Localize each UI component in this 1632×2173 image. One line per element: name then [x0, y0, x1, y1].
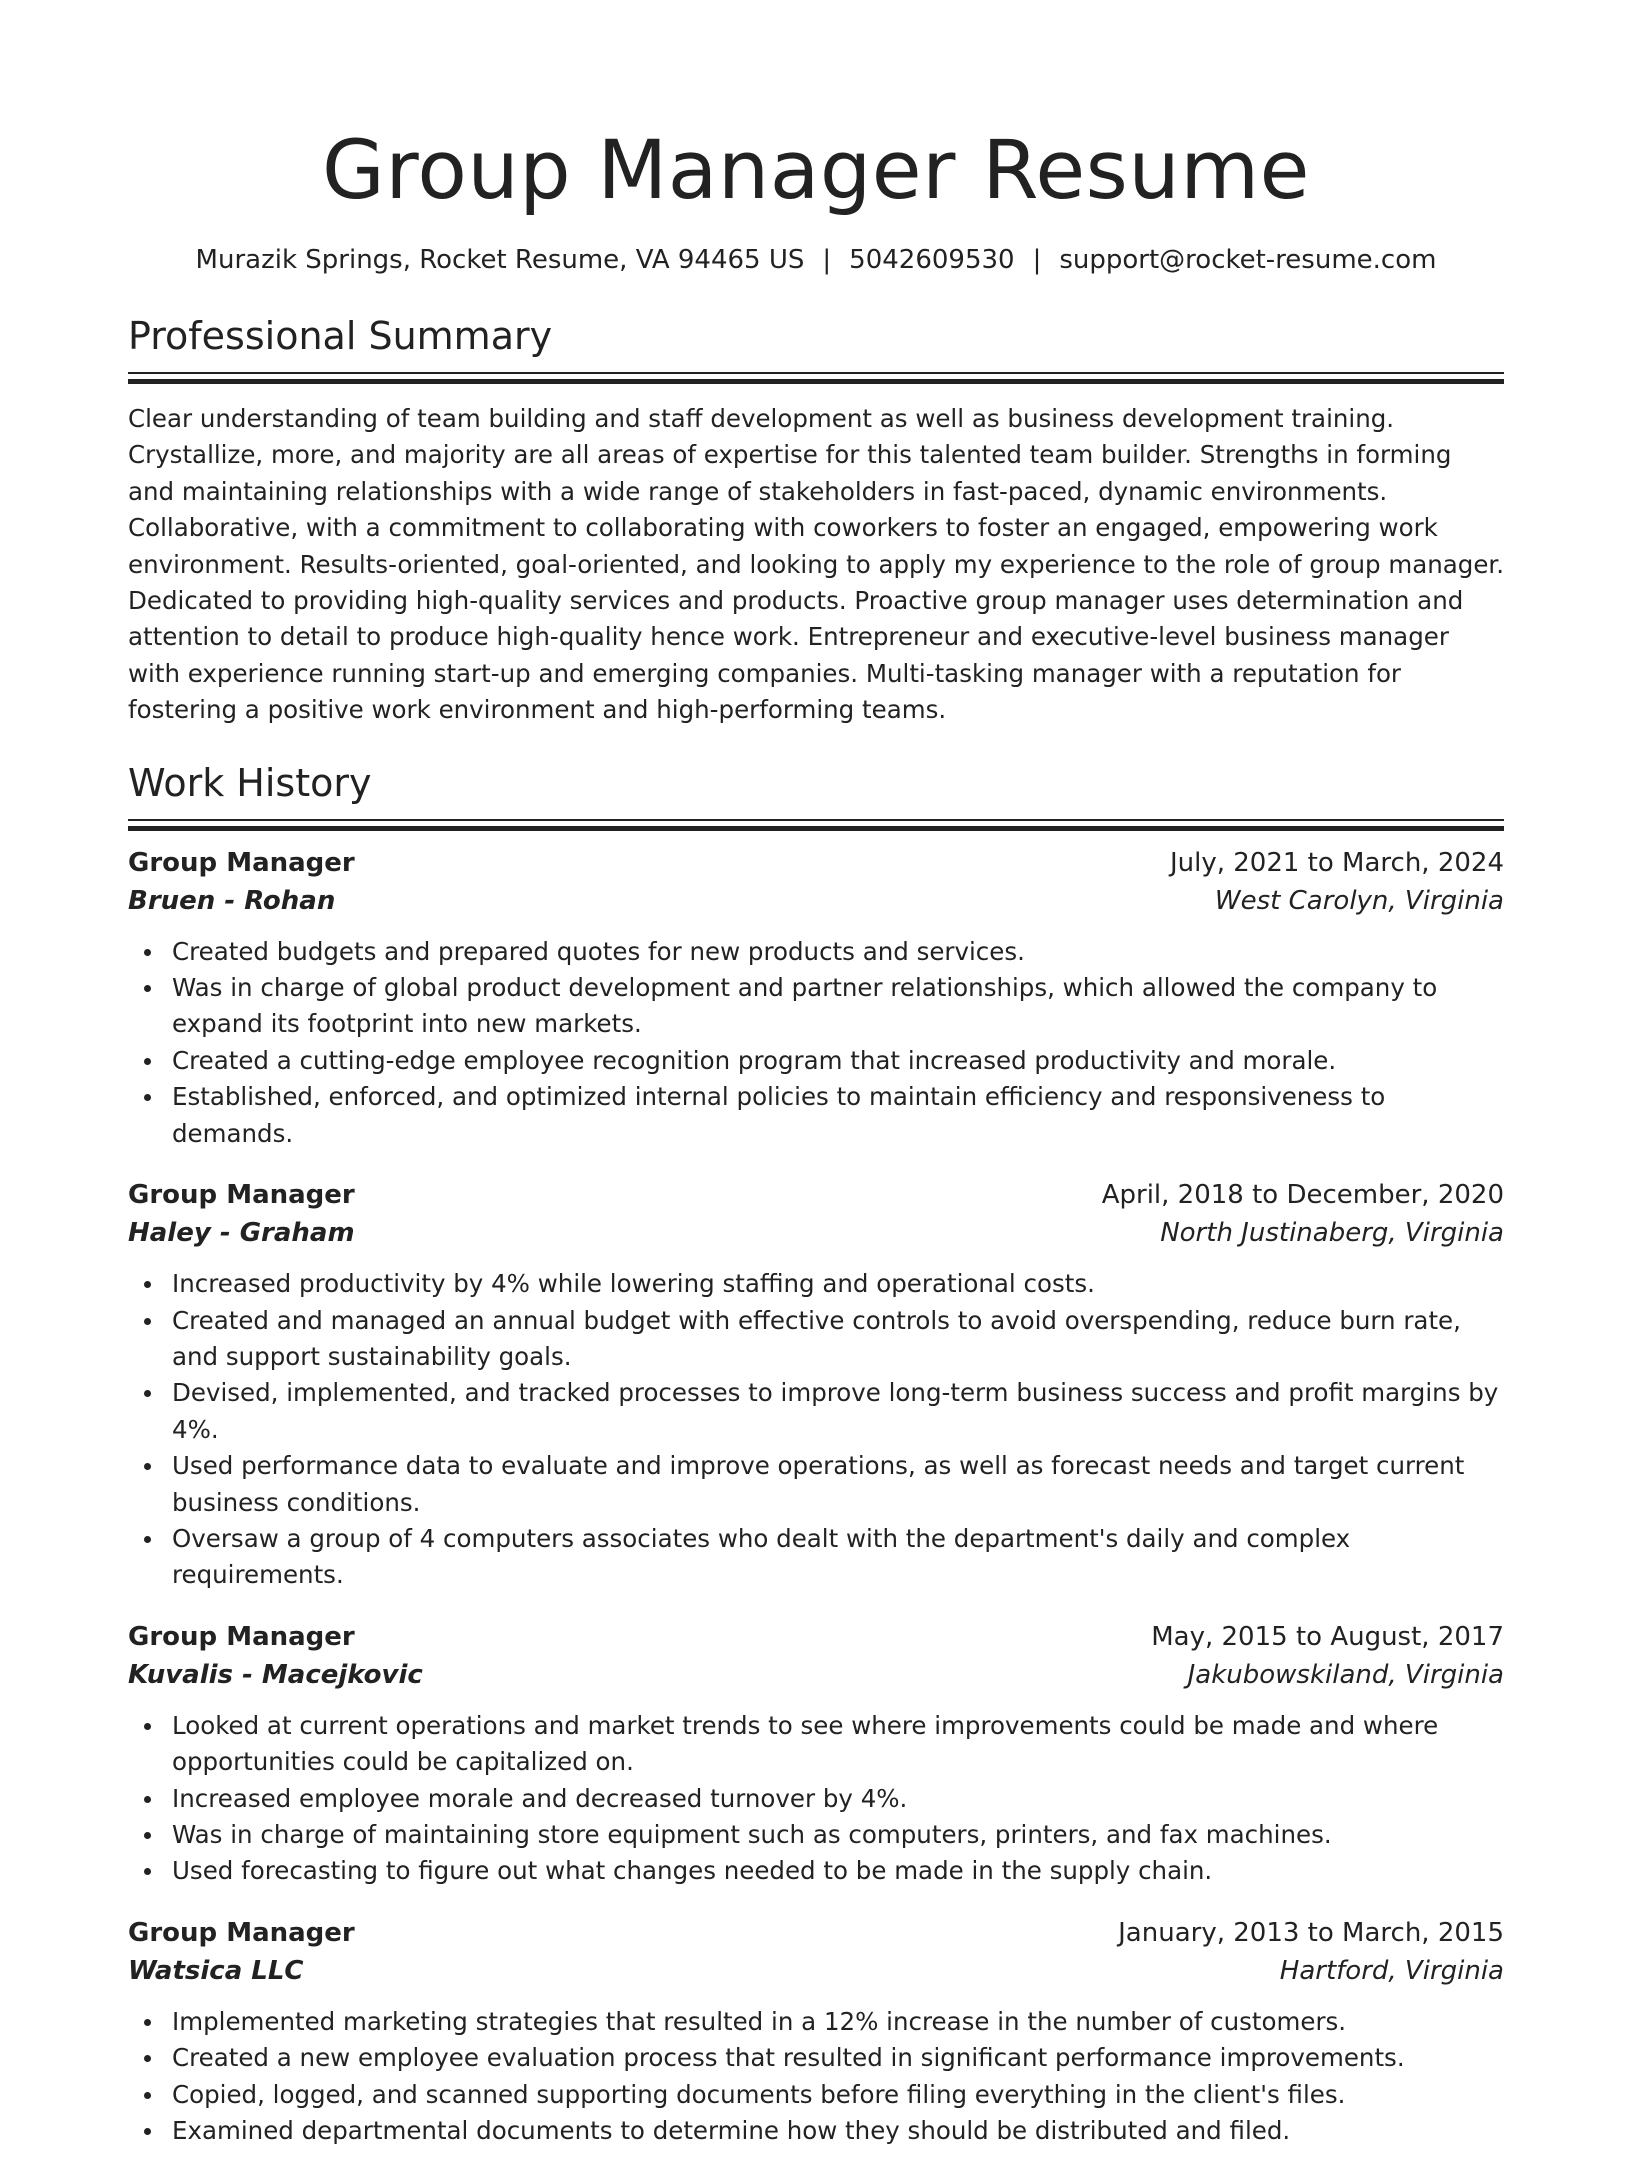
work-history-section: [128, 759, 1504, 2150]
job-title: Group Manager: [128, 1917, 355, 1948]
job-header-row: [128, 1176, 1504, 1214]
job-bullets: [128, 2004, 1504, 2150]
job-bullet: Oversaw a group of 4 computers associates who dealt with the department's daily and complex requirements.: [128, 1521, 1504, 1594]
job-entry: [128, 1914, 1504, 2150]
job-dates: May, 2015 to August, 2017: [1151, 1621, 1504, 1652]
contact-separator: |: [1032, 245, 1042, 275]
job-bullet: Copied, logged, and scanned supporting documents before filing everything in the client's files.: [128, 2077, 1504, 2113]
job-bullet: Established, enforced, and optimized internal policies to maintain efficiency and responsiveness to demands.: [128, 1079, 1504, 1152]
job-bullet: Used performance data to evaluate and improve operations, as well as forecast needs and target current business conditions.: [128, 1448, 1504, 1521]
job-location: Hartford, Virginia: [1279, 1955, 1504, 1986]
job-company: Haley - Graham: [128, 1218, 355, 1249]
job-bullet: Created and managed an annual budget with effective controls to avoid overspending, reduce burn rate, and support sustainability goals.: [128, 1303, 1504, 1376]
job-bullet: Was in charge of global product development and partner relationships, which allowed the company to expand its footprint into new markets.: [128, 970, 1504, 1043]
job-bullets: [128, 1266, 1504, 1594]
job-company-row: [128, 1214, 1504, 1252]
section-heading-work-history: Work History: [128, 760, 372, 805]
job-list: [128, 844, 1504, 2150]
job-dates: January, 2013 to March, 2015: [1118, 1917, 1504, 1948]
summary-section: [128, 312, 1504, 729]
job-company: Kuvalis - Macejkovic: [128, 1659, 423, 1690]
contact-line: [128, 242, 1504, 278]
job-company: Bruen - Rohan: [128, 885, 336, 916]
job-bullets: [128, 1708, 1504, 1890]
job-header-row: [128, 1914, 1504, 1952]
job-location: North Justinaberg, Virginia: [1160, 1218, 1504, 1249]
job-bullets: [128, 934, 1504, 1152]
job-bullet: Increased productivity by 4% while lowering staffing and operational costs.: [128, 1266, 1504, 1302]
job-entry: [128, 1176, 1504, 1594]
job-bullet: Created a new employee evaluation process that resulted in significant performance improvements.: [128, 2040, 1504, 2076]
section-divider: [128, 819, 1504, 832]
job-location: Jakubowskiland, Virginia: [1187, 1659, 1504, 1690]
job-bullet: Created budgets and prepared quotes for new products and services.: [128, 934, 1504, 970]
job-title: Group Manager: [128, 1180, 355, 1211]
job-entry: [128, 1618, 1504, 1890]
job-entry: [128, 844, 1504, 1152]
summary-text: Clear understanding of team building and staff development as well as business development training. Crystallize, more, and majority are all areas of expertise for this talented team builder. Strengths in forming and maintaining relationships with a wide range of stakeholders in fast-paced, dynamic environments. Collaborative, with a commitment to collaborating with coworkers to foster an engaged, empowering work environment. Results-oriented, goal-oriented, and looking to apply my experience to the role of group manager. Dedicated to providing high-quality services and products. Proactive group manager uses determination and attention to detail to produce high-quality hence work. Entrepreneur and executive-level business manager with experience running start-up and emerging companies. Multi-tasking manager with a reputation for fostering a positive work environment and high-performing teams.: [128, 404, 1505, 725]
job-company: Watsica LLC: [128, 1955, 304, 1986]
job-dates: April, 2018 to December, 2020: [1101, 1180, 1504, 1211]
job-dates: July, 2021 to March, 2024: [1169, 847, 1504, 878]
resume-page: [128, 0, 1504, 2173]
contact-address: Murazik Springs, Rocket Resume, VA 94465 US: [195, 245, 805, 275]
section-heading-summary: Professional Summary: [128, 314, 553, 358]
job-company-row: [128, 1952, 1504, 1990]
job-bullet: Used forecasting to figure out what changes needed to be made in the supply chain.: [128, 1853, 1504, 1889]
job-location: West Carolyn, Virginia: [1214, 885, 1504, 916]
job-bullet: Created a cutting-edge employee recognition program that increased productivity and morale.: [128, 1043, 1504, 1079]
contact-separator: |: [822, 245, 832, 275]
job-bullet: Was in charge of maintaining store equipment such as computers, printers, and fax machines.: [128, 1817, 1504, 1853]
job-bullet: Increased employee morale and decreased turnover by 4%.: [128, 1781, 1504, 1817]
job-header-row: [128, 844, 1504, 882]
job-bullet: Examined departmental documents to determine how they should be distributed and filed.: [128, 2113, 1504, 2149]
section-divider: [128, 372, 1504, 385]
contact-email[interactable]: support@rocket-resume.com: [1059, 245, 1437, 275]
job-company-row: [128, 882, 1504, 920]
job-header-row: [128, 1618, 1504, 1656]
page-title: Group Manager Resume: [322, 124, 1310, 218]
job-title: Group Manager: [128, 847, 355, 878]
job-company-row: [128, 1656, 1504, 1694]
job-bullet: Devised, implemented, and tracked processes to improve long-term business success and profit margins by 4%.: [128, 1375, 1504, 1448]
job-title: Group Manager: [128, 1621, 355, 1652]
contact-phone: 5042609530: [849, 245, 1015, 275]
job-bullet: Looked at current operations and market trends to see where improvements could be made and where opportunities could be capitalized on.: [128, 1708, 1504, 1781]
job-bullet: Implemented marketing strategies that resulted in a 12% increase in the number of customers.: [128, 2004, 1504, 2040]
